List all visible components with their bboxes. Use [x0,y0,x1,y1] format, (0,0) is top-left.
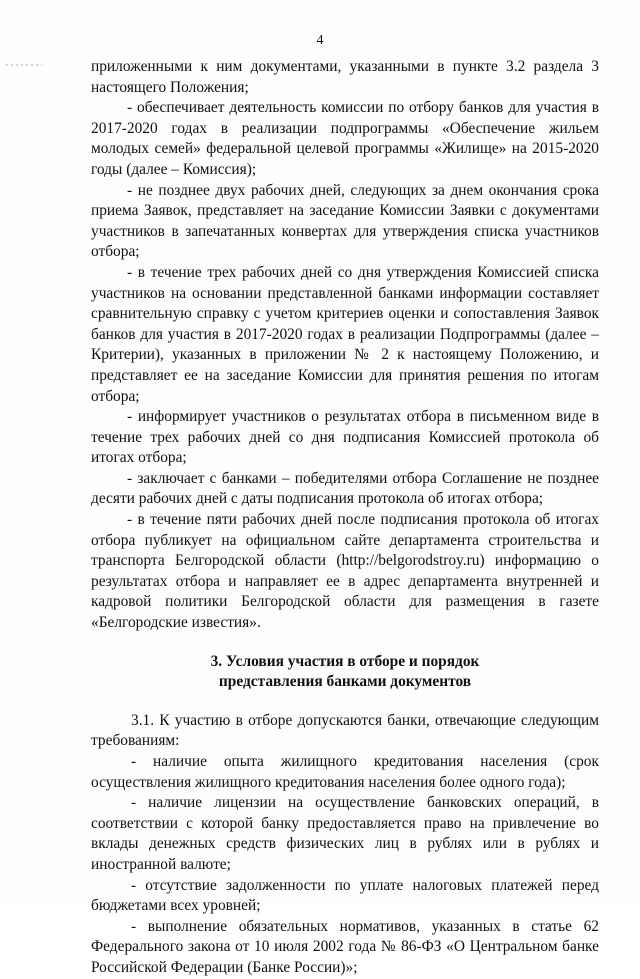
paragraph-publication: - в течение пяти рабочих дней после подписания протокола об итогах отбора публикует на официальном сайте департамента строительства и транспорта Белгородской области (http://belgorodstroy.ru) информацию о результатах отбора и направляет ее в адрес департамента внутренней и кадровой политики Белгородской области для размещения в газете «Белгородские известия». [91,511,599,632]
section-heading [91,652,599,693]
paragraph-continuation: приложенными к ним документами, указанными в пункте 3.2 раздела 3 настоящего Положения; [91,58,599,96]
paragraph-comparative-report: - в течение трех рабочих дней со дня утверждения Комиссией списка участников на основании представленной банками информации составляет сравнительную справку с учетом критериев оценки и сопоставления Заявок банков для участия в 2017-2020 годах в реализации Подпрограммы (далее – Критерии), указанных в приложении № 2 к настоящему Положению, и представляет ее на заседание Комиссии для принятия решения по итогам отбора; [91,263,599,405]
paragraph-requirements-intro: 3.1. К участию в отборе допускаются банки, отвечающие следующим требованиям: [91,711,599,750]
paragraph-inform-participants: - информирует участников о результатах отбора в письменном виде в течение трех рабочих дней со дня подписания Комиссией протокола об итогах отбора; [91,408,599,467]
list-item-experience: - наличие опыта жилищного кредитования населения (срок осуществления жилищного кредитования населения более одного года); [91,753,599,791]
document-body [91,57,599,979]
list-item-mandatory-standards: - выполнение обязательных нормативов, указанных в статье 62 Федерального закона от 10 июля 2002 года № 86-ФЗ «О Центральном банке Российской Федерации (Банке России)»; [91,917,599,976]
paragraph-commission: - обеспечивает деятельность комиссии по отбору банков для участия в 2017-2020 годах в реализации подпрограммы «Обеспечение жильем молодых семей» федеральной целевой программы «Жилище» на 2015-2020 годы (далее – Комиссия); [91,99,599,178]
scan-artifact [6,64,42,66]
paragraph-agreement: - заключает с банками – победителями отбора Соглашение не позднее десяти рабочих дней с даты подписания протокола об итогах отбора; [91,469,599,508]
list-item-no-tax-debt: - отсутствие задолженности по уплате налоговых платежей перед бюджетами всех уровней; [91,876,599,915]
paragraph-applications-deadline: - не позднее двух рабочих дней, следующих за днем окончания срока приема Заявок, представляет на заседание Комиссии Заявки с документами участников в запечатанных конвертах для утверждения списка участников отбора; [91,181,599,261]
section-heading-line-1: 3. Условия участия в отборе и порядок [210,652,480,670]
list-item-license: - наличие лицензии на осуществление банковских операций, в соответствии с которой банку предоставляется право на привлечение во вклады денежных средств физических лиц в рублях или в рублях и иностранной валюте; [91,794,599,873]
section-heading-line-2: представления банками документов [218,673,472,691]
page-number: 4 [316,33,324,48]
